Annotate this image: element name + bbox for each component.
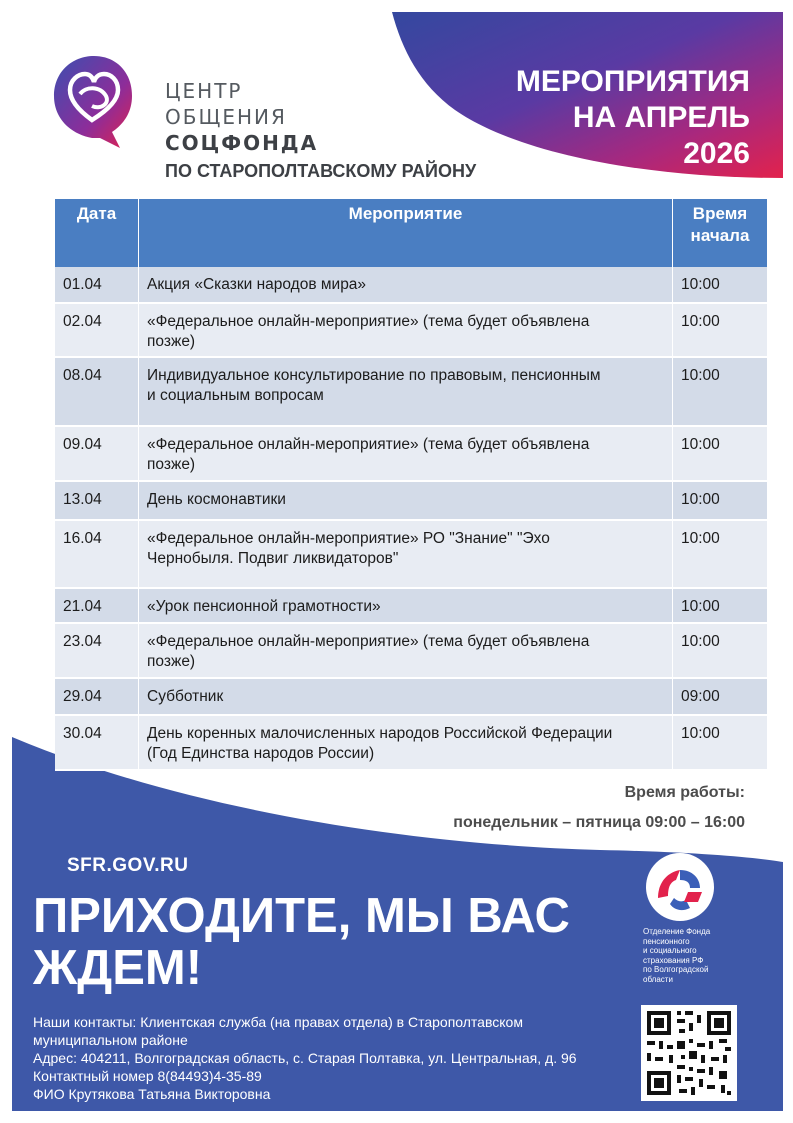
row-event xyxy=(139,426,673,481)
row-event-line-2: позже) xyxy=(147,456,196,473)
row-event-line-1: День коренных малочисленных народов Российской Федерации xyxy=(147,725,613,742)
working-hours-label: Время работы: xyxy=(624,784,745,801)
row-time: 10:00 xyxy=(673,426,768,481)
heart-speech-bubble-icon xyxy=(50,50,135,150)
row-time: 10:00 xyxy=(673,520,768,588)
row-event xyxy=(139,303,673,357)
row-event-line-1: Субботник xyxy=(147,688,224,705)
row-event xyxy=(139,520,673,588)
row-event-line-1: «Федеральное онлайн-мероприятие» (тема будет объявлена xyxy=(147,436,590,453)
row-event-line-2: и социальным вопросам xyxy=(147,387,324,404)
row-event-line-1: «Урок пенсионной грамотности» xyxy=(147,598,381,615)
page-title xyxy=(516,64,750,172)
contacts-person: ФИО Крутякова Татьяна Викторовна xyxy=(33,1086,271,1102)
title-line-1: МЕРОПРИЯТИЯ xyxy=(515,65,750,98)
row-time: 10:00 xyxy=(673,267,768,303)
row-event xyxy=(139,588,673,623)
row-event-line-1: «Федеральное онлайн-мероприятие» (тема будет объявлена xyxy=(147,633,590,650)
row-time: 10:00 xyxy=(673,357,768,426)
sfr-caption-line: страхования РФ xyxy=(643,955,704,965)
row-date: 16.04 xyxy=(55,520,139,588)
row-event xyxy=(139,267,673,303)
header-date: Дата xyxy=(55,199,139,267)
table-row xyxy=(55,678,767,715)
row-time: 10:00 xyxy=(673,481,768,520)
header-time xyxy=(673,199,768,267)
row-event xyxy=(139,623,673,678)
contacts-address: Адрес: 404211, Волгоградская область, с. Старая Полтавка, ул. Центральная, д. 96 xyxy=(33,1050,577,1066)
row-date: 02.04 xyxy=(55,303,139,357)
sfr-caption-line: пенсионного xyxy=(643,936,690,946)
welcome-line-1: ПРИХОДИТЕ, МЫ ВАС xyxy=(33,889,570,943)
row-event-line-2: позже) xyxy=(147,653,196,670)
title-line-2: НА АПРЕЛЬ xyxy=(572,101,750,134)
org-name-line-1: ЦЕНТР xyxy=(165,79,243,103)
table-row xyxy=(55,520,767,588)
table-row xyxy=(55,357,767,426)
sfr-caption-line: Отделение Фонда xyxy=(643,927,711,936)
row-date: 23.04 xyxy=(55,623,139,678)
row-time: 10:00 xyxy=(673,623,768,678)
org-name-line-2: ОБЩЕНИЯ xyxy=(165,105,287,129)
qr-code-icon[interactable] xyxy=(641,1005,737,1101)
sfr-logo-icon xyxy=(640,852,720,922)
events-table xyxy=(55,199,767,771)
row-date: 30.04 xyxy=(55,715,139,770)
table-row xyxy=(55,426,767,481)
row-event-line-1: Акция «Сказки народов мира» xyxy=(147,276,367,293)
title-line-3: 2026 xyxy=(683,137,750,170)
row-event xyxy=(139,481,673,520)
contacts-line-1: Наши контакты: Клиентская служба (на правах отдела) в Старополтавском xyxy=(33,1014,523,1030)
row-time: 09:00 xyxy=(673,678,768,715)
row-event-line-1: День космонавтики xyxy=(147,491,286,508)
table-header-row xyxy=(55,199,767,267)
welcome-line-2: ЖДЕМ! xyxy=(33,941,203,995)
org-name-line-3: СОЦФОНДА xyxy=(165,131,319,155)
table-row xyxy=(55,715,767,770)
row-date: 08.04 xyxy=(55,357,139,426)
table-row xyxy=(55,623,767,678)
row-event xyxy=(139,678,673,715)
table-row xyxy=(55,303,767,357)
website-link[interactable]: SFR.GOV.RU xyxy=(67,855,189,876)
sfr-caption-line: и социального xyxy=(643,946,697,955)
row-event-line-2: (Год Единства народов России) xyxy=(147,745,375,762)
row-date: 21.04 xyxy=(55,588,139,623)
working-hours-value: понедельник – пятница 09:00 – 16:00 xyxy=(453,814,745,831)
table-row xyxy=(55,267,767,303)
org-region: ПО СТАРОПОЛТАВСКОМУ РАЙОНУ xyxy=(165,161,477,181)
sfr-caption-line: области xyxy=(643,974,673,984)
contacts-phone[interactable]: Контактный номер 8(84493)4-35-89 xyxy=(33,1068,262,1084)
row-date: 13.04 xyxy=(55,481,139,520)
contacts-line-2: муниципальном районе xyxy=(33,1032,188,1048)
table-row xyxy=(55,588,767,623)
header-event: Мероприятие xyxy=(139,199,673,267)
header-time-line-2: начала xyxy=(690,226,750,245)
row-time: 10:00 xyxy=(673,588,768,623)
row-date: 09.04 xyxy=(55,426,139,481)
sfr-caption xyxy=(643,927,743,984)
row-time: 10:00 xyxy=(673,303,768,357)
table-row xyxy=(55,481,767,520)
header-time-line-1: Время xyxy=(692,204,748,223)
row-date: 01.04 xyxy=(55,267,139,303)
row-event xyxy=(139,715,673,770)
sfr-caption-line: по Волгоградской xyxy=(643,965,709,974)
contacts-block xyxy=(33,1013,643,1103)
row-event xyxy=(139,357,673,426)
row-event-line-1: Индивидуальное консультирование по правовым, пенсионным xyxy=(147,367,601,384)
row-event-line-1: «Федеральное онлайн-мероприятие» РО "Знание" "Эхо xyxy=(147,530,550,547)
row-event-line-2: позже) xyxy=(147,333,196,350)
row-event-line-2: Чернобыля. Подвиг ликвидаторов" xyxy=(147,550,399,567)
row-date: 29.04 xyxy=(55,678,139,715)
row-event-line-1: «Федеральное онлайн-мероприятие» (тема будет объявлена xyxy=(147,313,590,330)
welcome-slogan xyxy=(33,890,570,994)
row-time: 10:00 xyxy=(673,715,768,770)
